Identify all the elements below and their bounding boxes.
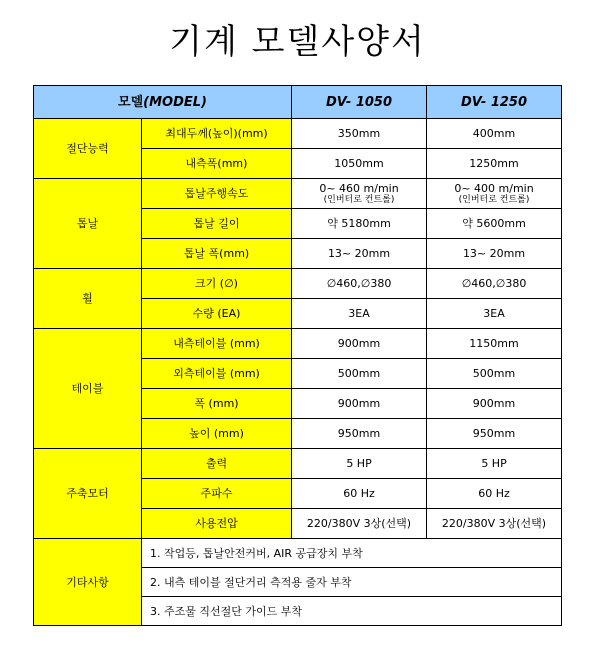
row-value: 60 Hz — [292, 479, 427, 509]
row-value — [427, 179, 562, 209]
row-value: 60 Hz — [427, 479, 562, 509]
row-label: 높이 (mm) — [142, 419, 292, 449]
row-value: 5 HP — [292, 449, 427, 479]
row-value: 13~ 20mm — [427, 239, 562, 269]
row-label: 주파수 — [142, 479, 292, 509]
row-value: 900mm — [292, 329, 427, 359]
model-label: 모델 — [118, 94, 144, 110]
row-value: 900mm — [427, 389, 562, 419]
row-value: 500mm — [427, 359, 562, 389]
group-table: 테이블 — [34, 329, 142, 449]
row-value: 950mm — [292, 419, 427, 449]
row-value: 3EA — [427, 299, 562, 329]
table-row — [34, 269, 562, 299]
model-col-1: DV- 1050 — [292, 86, 427, 119]
row-value: 1150mm — [427, 329, 562, 359]
speed-value: 0~ 400 m/min — [454, 181, 534, 195]
row-label: 외측테이블 (mm) — [142, 359, 292, 389]
speed-note: (인버터로 컨트롤) — [323, 194, 395, 205]
row-label: 내측테이블 (mm) — [142, 329, 292, 359]
row-label: 내측폭(mm) — [142, 149, 292, 179]
table-row — [34, 539, 562, 568]
note-item: 1. 작업등, 톱날안전커버, AIR 공급장치 부착 — [142, 539, 562, 568]
group-motor: 주축모터 — [34, 449, 142, 539]
group-cutting: 절단능력 — [34, 119, 142, 179]
row-value: 1050mm — [292, 149, 427, 179]
row-label: 크기 (∅) — [142, 269, 292, 299]
model-header-cell — [34, 86, 292, 119]
row-label: 수량 (EA) — [142, 299, 292, 329]
row-value: ∅460,∅380 — [292, 269, 427, 299]
header-row — [34, 86, 562, 119]
model-label-en: (MODEL) — [143, 94, 207, 110]
table-row — [34, 329, 562, 359]
speed-value: 0~ 460 m/min — [319, 181, 399, 195]
row-label: 사용전압 — [142, 509, 292, 539]
row-value: 3EA — [292, 299, 427, 329]
row-value: 500mm — [292, 359, 427, 389]
group-wheel: 휠 — [34, 269, 142, 329]
row-label: 최대두께(높이)(mm) — [142, 119, 292, 149]
row-label: 출력 — [142, 449, 292, 479]
note-item: 3. 주조물 직선절단 가이드 부착 — [142, 597, 562, 626]
row-value: 350mm — [292, 119, 427, 149]
row-value — [292, 179, 427, 209]
row-label: 톱날주행속도 — [142, 179, 292, 209]
row-value: 220/380V 3상(선택) — [292, 509, 427, 539]
spec-table — [33, 85, 562, 626]
row-value: 400mm — [427, 119, 562, 149]
row-value: ∅460,∅380 — [427, 269, 562, 299]
row-value: 13~ 20mm — [292, 239, 427, 269]
row-value: 약 5180mm — [292, 209, 427, 239]
row-value: 1250mm — [427, 149, 562, 179]
note-item: 2. 내측 테이블 절단거리 측적용 줄자 부착 — [142, 568, 562, 597]
row-value: 약 5600mm — [427, 209, 562, 239]
row-value: 950mm — [427, 419, 562, 449]
row-label: 톱날 길이 — [142, 209, 292, 239]
group-etc: 기타사항 — [34, 539, 142, 626]
group-saw: 톱날 — [34, 179, 142, 269]
row-label: 톱날 폭(mm) — [142, 239, 292, 269]
table-row — [34, 449, 562, 479]
speed-note: (인버터로 컨트롤) — [458, 194, 530, 205]
row-label: 폭 (mm) — [142, 389, 292, 419]
model-col-2: DV- 1250 — [427, 86, 562, 119]
row-value: 220/380V 3상(선택) — [427, 509, 562, 539]
row-value: 900mm — [292, 389, 427, 419]
row-value: 5 HP — [427, 449, 562, 479]
table-row — [34, 119, 562, 149]
page-title: 기계 모델사양서 — [169, 22, 426, 62]
table-row — [34, 179, 562, 209]
